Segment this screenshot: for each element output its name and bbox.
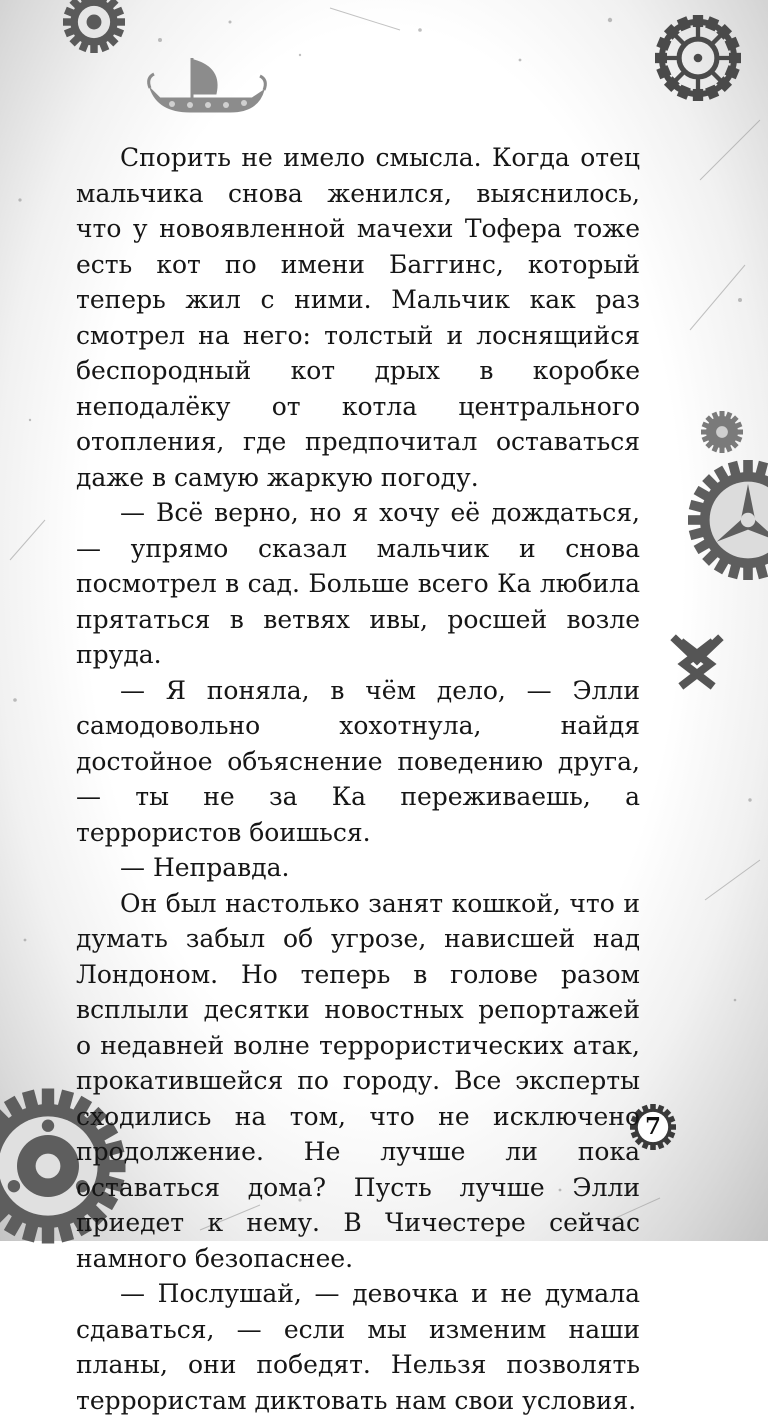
paragraph: — Неправда. bbox=[120, 853, 290, 882]
gear-icon bbox=[701, 411, 743, 453]
paragraph: Спорить не имело смысла. Когда отец мальчика снова женился, выяснилось, что у новоявленной мачехи Тофера тоже есть кот по имени Баггинс, который теперь жил с ними. Мальчик как раз смотрел на него: толстый и лоснящийся беспородный кот дрых в коробке неподалёку от котла центрального отопления, где предпочитал оставаться даже в самую жаркую погоду. bbox=[76, 143, 640, 492]
viking-ship-icon bbox=[149, 58, 266, 112]
paragraph: Он был настолько занят кошкой, что и думать забыл об угрозе, нависшей над Лондоном. Но теперь в голове разом всплыли десятки новостных репортажей о недавней волне террористических атак, прокатившейся по городу. Все эксперты сходились на том, что не исключено продолжение. Не лучше ли пока оставаться дома? Пусть лучше Элли приедет к нему. В Чичестере сейчас намного безопаснее. bbox=[76, 888, 640, 1273]
paragraph: — Послушай, — девочка и не думала сдаваться, — если мы изменим наши планы, они победят. Нельзя позволять террористам диктовать нам свои условия. bbox=[76, 1279, 640, 1415]
paragraph: — Всё верно, но я хочу её дождаться, — упрямо сказал мальчик и снова посмотрел в сад. Больше всего Ка любила прятаться в ветвях ивы, росшей возле пруда. bbox=[76, 498, 640, 669]
gear-icon bbox=[688, 460, 768, 580]
paragraph: — Я поняла, в чём дело, — Элли самодовольно хохотнула, найдя достойное объяснение поведению друга, — ты не за Ка переживаешь, а террористов боишься. bbox=[76, 675, 640, 847]
page-number: 7 bbox=[644, 1113, 661, 1140]
body-text bbox=[76, 140, 640, 1418]
gear-icon bbox=[655, 15, 741, 101]
rune-othala-icon bbox=[676, 640, 718, 684]
gear-icon bbox=[63, 0, 125, 53]
